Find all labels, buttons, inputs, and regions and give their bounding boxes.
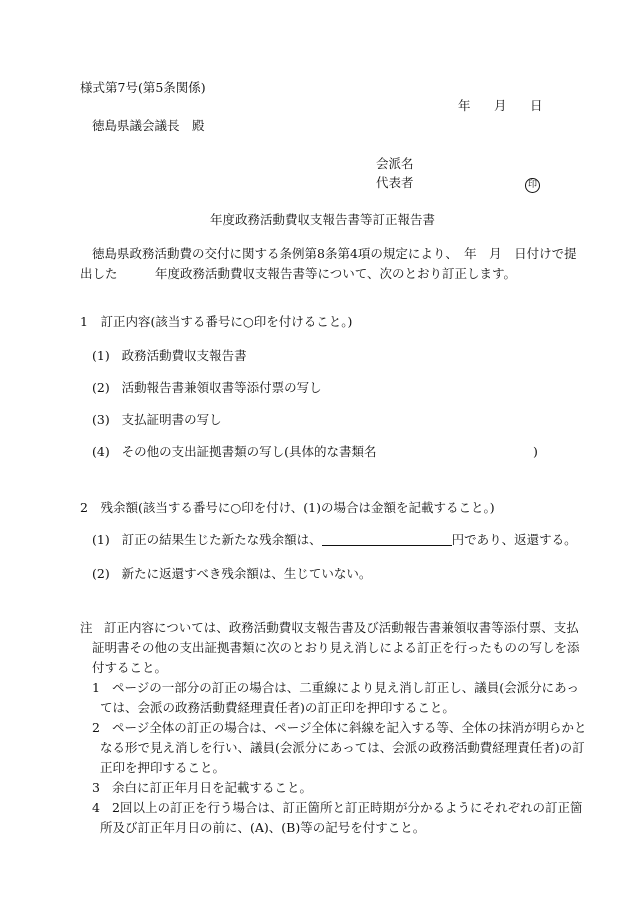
note-item-3-number: 3: [92, 780, 100, 795]
item-number: (2): [92, 380, 110, 395]
note-item-4-line-1: 2回以上の訂正を行う場合は、訂正箇所と訂正時期が分かるようにそれぞれの訂正箇: [112, 800, 583, 815]
item-text: 活動報告書兼領収書等添付票の写し: [121, 380, 322, 395]
note-item-2-line-1: ページ全体の訂正の場合は、ページ全体に斜線を記入する等、全体の抹消が明らかと: [112, 720, 587, 735]
note-item-4-line-2: 所及び訂正年月日の前に、(A)、(B)等の記号を付すこと。: [100, 820, 426, 835]
item-number: (1): [92, 348, 110, 363]
note-item-1-number: 1: [92, 680, 100, 695]
notes-intro-line-3: 付すること。: [92, 660, 168, 675]
note-item-2-number: 2: [92, 720, 100, 735]
item-text-pre: 訂正の結果生じた新たな残余額は、: [121, 532, 322, 547]
faction-name-label: 会派名: [376, 156, 414, 171]
section1-item-4: [92, 444, 377, 461]
document-title: 年度政務活動費収支報告書等訂正報告書: [210, 212, 436, 227]
item-number: (3): [92, 412, 110, 427]
item-text: 支払証明書の写し: [121, 412, 222, 427]
note-item-2-line-3: 正印を押印すること。: [100, 760, 226, 775]
item-number: (2): [92, 566, 110, 581]
item-text: 新たに返還すべき残余額は、生じていない。: [121, 566, 372, 581]
representative-label: 代表者: [376, 175, 414, 190]
section1-item-1: [92, 348, 247, 365]
intro-line-1: 徳島県政務活動費の交付に関する条例第8条第4項の規定により、 年 月 日付けで提: [92, 246, 577, 261]
note-item-3-line-1: 余白に訂正年月日を記載すること。: [112, 780, 313, 795]
note-item-2-line-2: なる形で見え消しを行い、議員(会派分にあっては、会派の政務活動費経理責任者)の訂: [100, 740, 585, 755]
date-day: 日: [530, 98, 543, 113]
amount-blank-line: [322, 533, 452, 546]
notes-intro-line-2: 証明書その他の支出証拠書類に次のとおり見え消しによる訂正を行ったものの写しを添: [92, 640, 580, 655]
section1-item-2: [92, 380, 322, 397]
seal-text: 印: [525, 178, 540, 193]
notes-intro-line-1: 訂正内容については、政務活動費収支報告書及び活動報告書兼領収書等添付票、支払: [104, 620, 579, 635]
item-number: (4): [92, 444, 110, 459]
form-label: 様式第7号(第5条関係): [80, 80, 206, 95]
note-item-4-number: 4: [92, 800, 100, 815]
note-item-1-line-1: ページの一部分の訂正の場合は、二重線により見え消し訂正し、議員(会派分にあっ: [112, 680, 580, 695]
item-number: (1): [92, 532, 110, 547]
item-text: その他の支出証拠書類の写し(具体的な書類名: [121, 444, 377, 459]
section2-heading: 2 残余額(該当する番号に○印を付け、(1)の場合は金額を記載すること。): [80, 500, 495, 515]
section2-item-1: [92, 532, 577, 549]
addressee: 徳島県議会議長 殿: [92, 118, 205, 133]
section1-item-3: [92, 412, 222, 429]
date-month: 月: [494, 98, 507, 113]
note-item-1-line-2: ては、会派の政務活動費経理責任者)の訂正印を押印すること。: [100, 700, 455, 715]
section1-item-4-close: ): [533, 444, 538, 459]
item-text: 政務活動費収支報告書: [121, 348, 247, 363]
notes-label: 注: [80, 620, 93, 635]
section2-item-2: [92, 566, 371, 583]
intro-line-2: 出した 年度政務活動費収支報告書等について、次のとおり訂正します。: [80, 266, 517, 281]
section1-heading: 1 訂正内容(該当する番号に○印を付けること。): [80, 314, 353, 329]
date-year: 年: [458, 98, 471, 113]
seal-mark: [525, 175, 540, 193]
item-text-post: 円であり、返還する。: [451, 532, 577, 547]
